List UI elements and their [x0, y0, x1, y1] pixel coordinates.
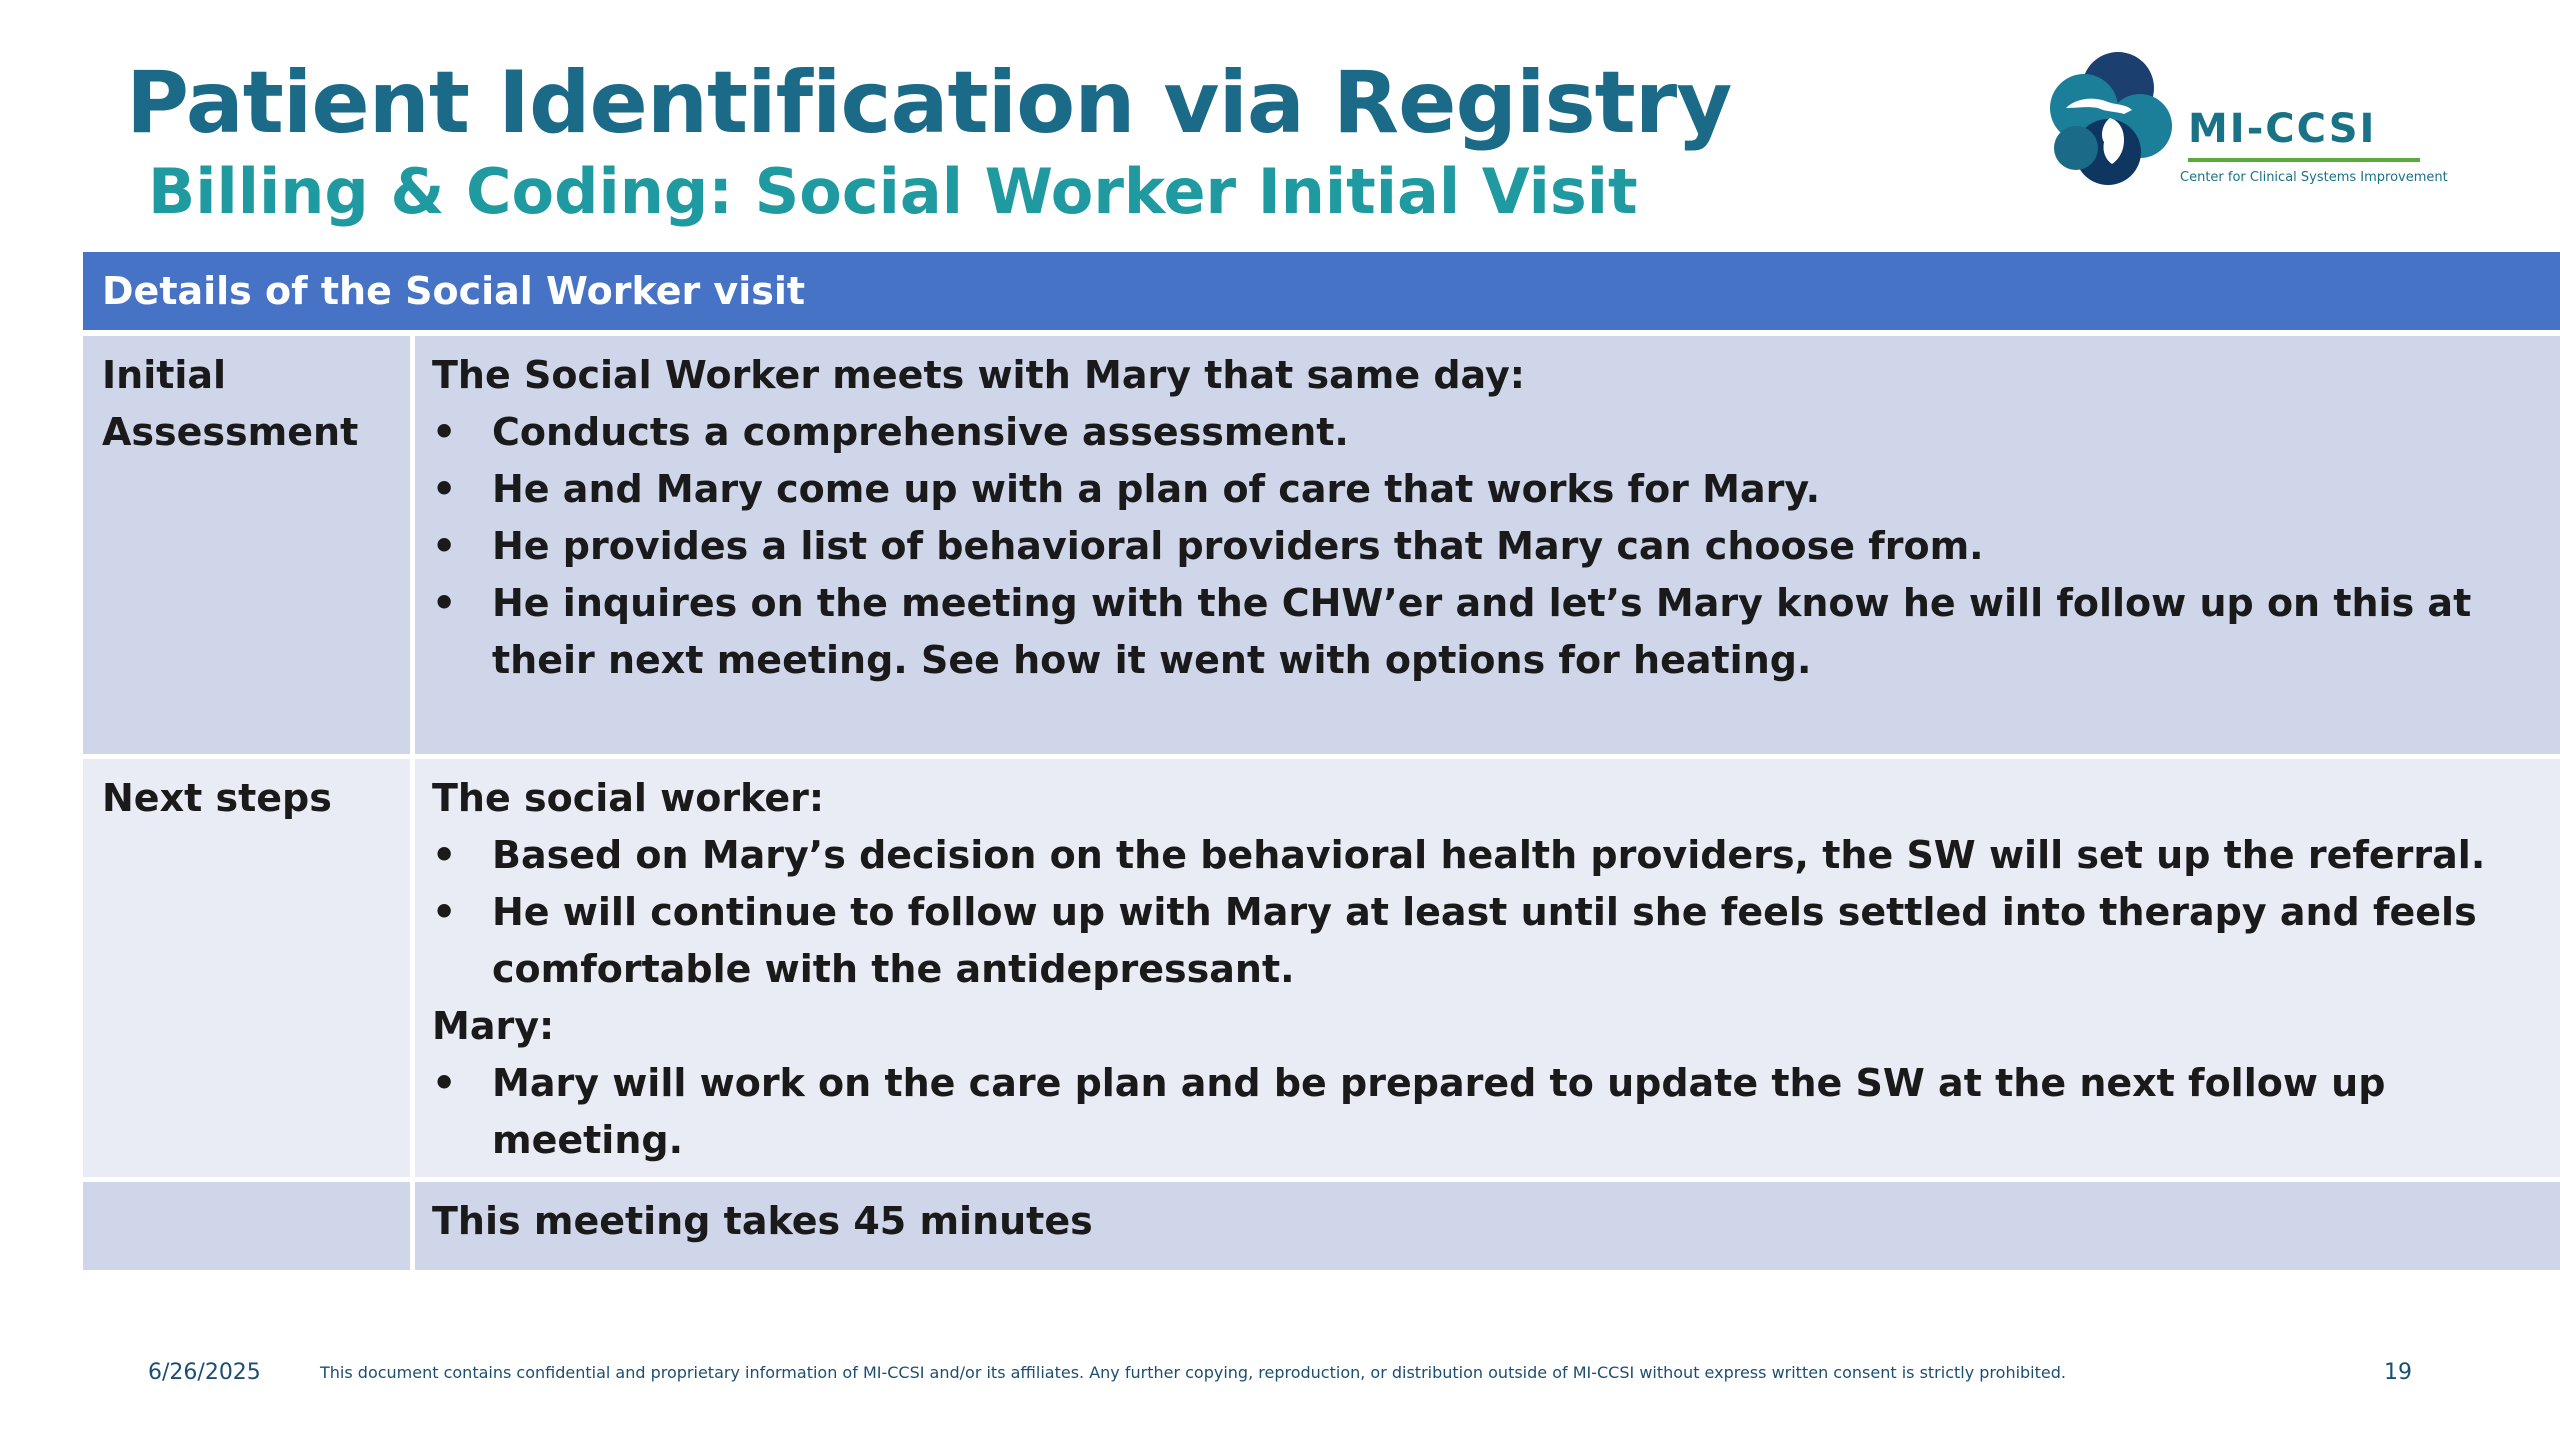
bullet-icon: • — [432, 833, 457, 877]
logo-tagline: Center for Clinical Systems Improvement — [2180, 170, 2448, 185]
bullet-list — [432, 827, 2540, 998]
list-item — [432, 1055, 2540, 1169]
bullet-list — [432, 1055, 2540, 1169]
michigan-cloud-icon — [2036, 48, 2186, 198]
footer-notice: This document contains confidential and proprietary information of MI-CCSI and/or its affiliates. Any further copying, reproduction, or distribution outside of MI-CCSI without express written consent is strictly prohibited. — [320, 1363, 2066, 1382]
slide-subtitle: Billing & Coding: Social Worker Initial Visit — [148, 155, 1638, 228]
page-number: 19 — [2384, 1360, 2412, 1385]
list-item-text: He inquires on the meeting with the CHW’er and let’s Mary know he will follow up on this at their next meeting. See how it went with options for heating. — [492, 581, 2472, 682]
list-item-text: Based on Mary’s decision on the behavioral health providers, the SW will set up the referral. — [492, 833, 2486, 877]
list-item — [432, 827, 2540, 884]
table-row — [83, 336, 2560, 754]
bullet-icon: • — [432, 467, 457, 511]
bullet-icon: • — [432, 890, 457, 934]
visit-details-table — [83, 252, 2560, 1275]
list-item — [432, 518, 2540, 575]
footer-date: 6/26/2025 — [148, 1360, 261, 1385]
row-content-next-steps — [415, 759, 2560, 1177]
row-label-next-steps: Next steps — [83, 759, 410, 1177]
row-label-initial-assessment: Initial Assessment — [83, 336, 410, 754]
list-item — [432, 884, 2540, 998]
logo-rule — [2188, 158, 2420, 162]
row-label-empty — [83, 1182, 410, 1270]
table-row — [83, 1182, 2560, 1270]
logo-name: MI-CCSI — [2188, 106, 2377, 152]
bullet-icon: • — [432, 410, 457, 454]
row-content-initial-assessment — [415, 336, 2560, 754]
list-item-text: He and Mary come up with a plan of care that works for Mary. — [492, 467, 1821, 511]
table-header: Details of the Social Worker visit — [83, 252, 2560, 330]
table-row — [83, 759, 2560, 1177]
list-item-text: Conducts a comprehensive assessment. — [492, 410, 1349, 454]
bullet-icon: • — [432, 1061, 457, 1105]
row-intro: The Social Worker meets with Mary that same day: — [432, 353, 1525, 397]
slide-title: Patient Identification via Registry — [126, 53, 1732, 153]
list-item-text: He provides a list of behavioral providers that Mary can choose from. — [492, 524, 1984, 568]
bullet-icon: • — [432, 524, 457, 568]
list-item — [432, 404, 2540, 461]
row-intro-secondary: Mary: — [432, 1004, 555, 1048]
row-intro: The social worker: — [432, 776, 825, 820]
list-item-text: He will continue to follow up with Mary at least until she feels settled into therapy and feels comfortable with the antidepressant. — [492, 890, 2477, 991]
list-item — [432, 575, 2540, 689]
bullet-icon: • — [432, 581, 457, 625]
mi-ccsi-logo — [2036, 48, 2448, 198]
list-item-text: Mary will work on the care plan and be prepared to update the SW at the next follow up meeting. — [492, 1061, 2386, 1162]
row-content-duration: This meeting takes 45 minutes — [415, 1182, 2560, 1270]
bullet-list — [432, 404, 2540, 689]
list-item — [432, 461, 2540, 518]
